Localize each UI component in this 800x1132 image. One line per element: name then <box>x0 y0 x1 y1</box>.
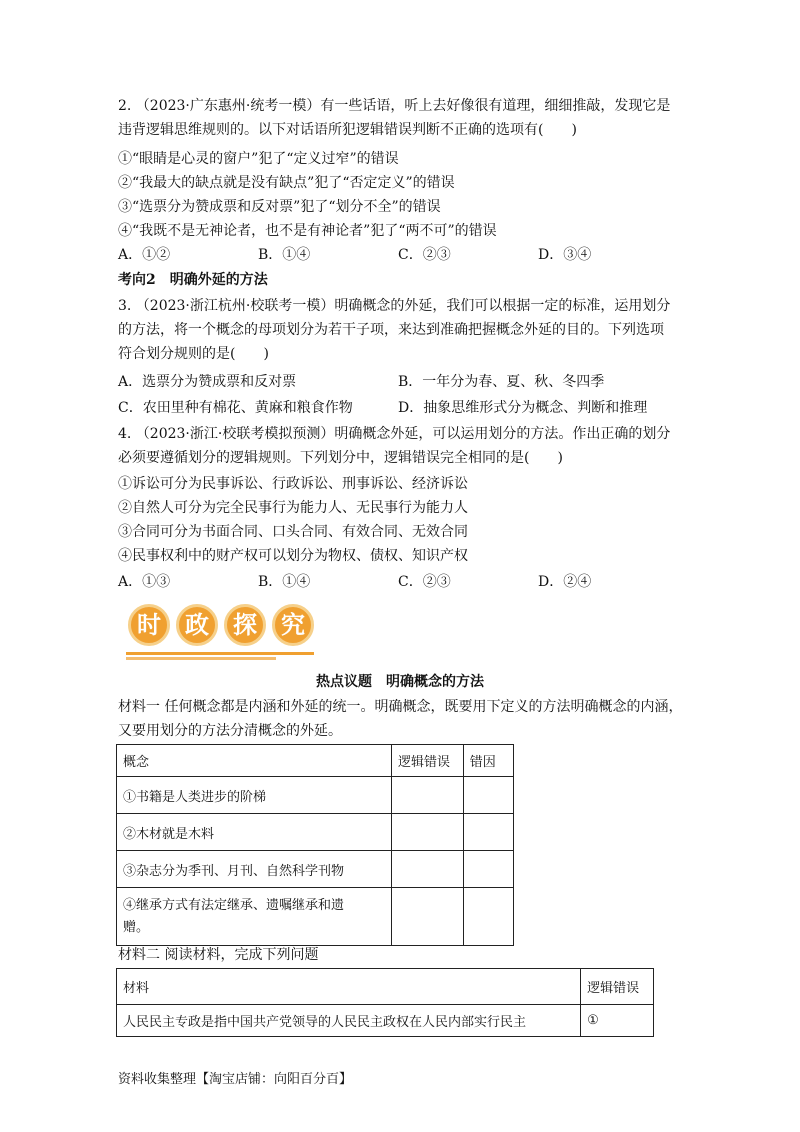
banner-char-4: 究 <box>272 604 314 646</box>
q2-option-c: C．②③ <box>398 247 451 263</box>
q2-stem-line1: 2. （2023·广东惠州·统考一模）有一些话语，听上去好像很有道理，细细推敲，发现它是 <box>118 98 671 114</box>
material2-intro: 材料二 阅读材料，完成下列问题 <box>118 947 319 963</box>
row1-cause <box>463 777 513 814</box>
row1-error <box>392 777 464 814</box>
current-affairs-banner <box>122 600 322 664</box>
q2-item-2: ②“我最大的缺点就是没有缺点”犯了“否定定义”的错误 <box>118 175 455 191</box>
header-concept: 概念 <box>117 745 392 777</box>
q2-option-d: D．③④ <box>538 247 592 263</box>
row2-cause <box>463 814 513 851</box>
header-logic-error: 逻辑错误 <box>581 969 654 1005</box>
row3-cause <box>463 851 513 888</box>
q3-option-a: A．选票分为赞成票和反对票 <box>118 374 297 390</box>
row3-error <box>392 851 464 888</box>
material1-table <box>116 744 514 946</box>
q4-item-4: ④民事权利中的财产权可以划分为物权、债权、知识产权 <box>118 548 468 564</box>
row1-concept: ①书籍是人类进步的阶梯 <box>117 777 392 814</box>
q4-item-3: ③合同可分为书面合同、口头合同、有效合同、无效合同 <box>118 524 468 540</box>
row4-cause <box>463 888 513 946</box>
q2-item-1: ①“眼睛是心灵的窗户”犯了“定义过窄”的错误 <box>118 151 399 167</box>
q4-option-c: C．②③ <box>398 574 451 590</box>
q3-option-c: C．农田里种有棉花、黄麻和粮食作物 <box>118 400 353 416</box>
q4-option-d: D．②④ <box>538 574 592 590</box>
header-material: 材料 <box>117 969 581 1005</box>
banner-char-1: 时 <box>128 604 170 646</box>
table-row <box>117 1005 654 1037</box>
material1-line2: 又要用划分的方法分清概念的外延。 <box>118 723 342 739</box>
footer-source: 资料收集整理【淘宝店铺：向阳百分百】 <box>118 1072 353 1087</box>
header-logic-error: 逻辑错误 <box>392 745 464 777</box>
table-header-row <box>117 745 514 777</box>
header-cause: 错因 <box>463 745 513 777</box>
material-text: 人民民主专政是指中国共产党领导的人民民主政权在人民内部实行民主 <box>117 1005 581 1037</box>
q2-item-4: ④“我既不是无神论者，也不是有神论者”犯了“两不可”的错误 <box>118 223 497 239</box>
q3-option-d: D．抽象思维形式分为概念、判断和推理 <box>398 400 648 416</box>
q3-stem-line2: 的方法，将一个概念的母项划分为若干子项，来达到准确把握概念外延的目的。下列选项 <box>118 322 664 338</box>
q4-option-b: B．①④ <box>258 574 311 590</box>
row2-error <box>392 814 464 851</box>
material-error: ① <box>581 1005 654 1037</box>
q2-item-3: ③“选票分为赞成票和反对票”犯了“划分不全”的错误 <box>118 199 441 215</box>
table-row <box>117 777 514 814</box>
material2-table <box>116 968 654 1037</box>
q3-stem-line3: 符合划分规则的是( ) <box>118 346 269 362</box>
table-header-row <box>117 969 654 1005</box>
table-row <box>117 888 514 946</box>
q4-stem-line1: 4. （2023·浙江·校联考模拟预测）明确概念外延，可以运用划分的方法。作出正确的划分 <box>118 426 671 442</box>
q3-stem-line1: 3. （2023·浙江杭州·校联考一模）明确概念的外延，我们可以根据一定的标准，运用划分 <box>118 298 671 314</box>
q4-item-1: ①诉讼可分为民事诉讼、行政诉讼、刑事诉讼、经济诉讼 <box>118 476 468 492</box>
q3-option-b: B．一年分为春、夏、秋、冬四季 <box>398 374 605 390</box>
q4-item-2: ②自然人可分为完全民事行为能力人、无民事行为能力人 <box>118 500 468 516</box>
row4-error <box>392 888 464 946</box>
q2-option-a: A．①② <box>118 247 171 263</box>
banner-underline <box>126 652 314 655</box>
q2-stem-line2: 违背逻辑思维规则的。以下对话语所犯逻辑错误判断不正确的选项有( ) <box>118 122 577 138</box>
q4-stem-line2: 必须要遵循划分的逻辑规则。下列划分中，逻辑错误完全相同的是( ) <box>118 450 563 466</box>
material1-line1: 材料一 任何概念都是内涵和外延的统一。明确概念，既要用下定义的方法明确概念的内涵， <box>118 699 683 715</box>
banner-char-3: 探 <box>224 604 266 646</box>
row3-concept: ③杂志分为季刊、月刊、自然科学刊物 <box>117 851 392 888</box>
row2-concept: ②木材就是木料 <box>117 814 392 851</box>
banner-underline-2 <box>126 657 276 660</box>
banner-char-2: 政 <box>176 604 218 646</box>
table-row <box>117 814 514 851</box>
row4-concept: ④继承方式有法定继承、遗嘱继承和遗赠。 <box>117 888 392 946</box>
table-row <box>117 851 514 888</box>
hot-topic-title: 热点议题 明确概念的方法 <box>316 674 484 690</box>
section-title-2: 考向2 明确外延的方法 <box>118 272 268 288</box>
q2-option-b: B．①④ <box>258 247 311 263</box>
q4-option-a: A．①③ <box>118 574 171 590</box>
